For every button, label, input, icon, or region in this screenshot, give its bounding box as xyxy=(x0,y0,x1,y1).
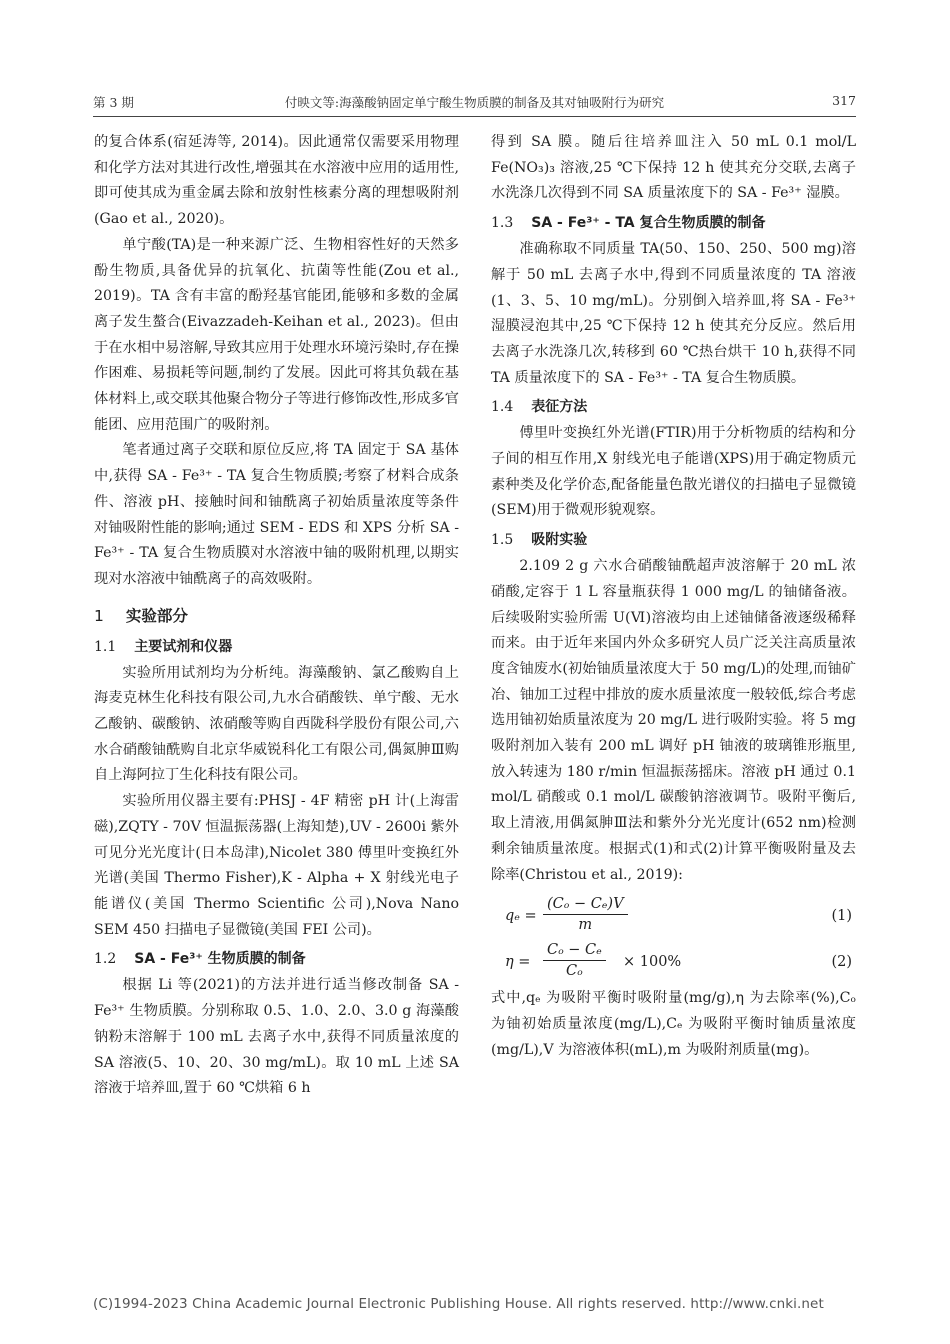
subsection-title: 主要试剂和仪器 xyxy=(134,638,233,655)
subsection-heading xyxy=(491,528,856,552)
subsection-heading xyxy=(491,395,856,419)
equation-number: (1) xyxy=(831,908,852,925)
paragraph: 得到 SA 膜。随后往培养皿注入 50 mL 0.1 mol/L Fe(NO₃)₃ 溶液,25 ℃下保持 12 h 使其充分交联,去离子水洗涤几次得到不同 SA 质量浓度下的 SA - Fe³⁺ 湿膜。 xyxy=(491,134,856,202)
paragraph: 式中,qₑ 为吸附平衡时吸附量(mg/g),η 为去除率(%),Cₒ 为铀初始质量浓度(mg/L),Cₑ 为吸附平衡时铀质量浓度(mg/L),V 为溶液体积(mL),m 为吸附剂质量(mg)。 xyxy=(491,990,856,1058)
subsection-title: SA - Fe³⁺ - TA 复合生物质膜的制备 xyxy=(531,215,766,232)
paragraph: 2.109 2 g 六水合硝酸铀酰超声波溶解于 20 mL 浓硝酸,定容于 1 L 容量瓶获得 1 000 mg/L 的铀储备液。后续吸附实验所需 U(Ⅵ)溶液均由上述铀储备液逐级稀释而来。由于近年来国内外众多研究人员广泛关注高质量浓度含铀废水(初始铀质量浓度大于 50 mg/L)的处理,而铀矿冶、铀加工过程中排放的废水质量浓度一般较低,综合考虑选用铀初始质量浓度为 20 mg/L 进行吸附实验。将 5 mg 吸附剂加入装有 200 mL 调好 pH 铀液的玻璃锥形瓶里,放入转速为 180 r/min 恒温振荡摇床。溶液 pH 通过 0.1 mol/L 硝酸或 0.1 mol/L 碳酸钠溶液调节。吸附平衡后,取上清液,用偶氮胂Ⅲ法和紫外分光光度计(652 nm)检测剩余铀质量浓度。根据式(1)和式(2)计算平衡吸附量及去除率(Christou et al., 2019): xyxy=(491,558,856,883)
subsection-title: 表征方法 xyxy=(531,399,588,416)
equation-lhs: qₑ = xyxy=(505,908,537,925)
subsection-heading xyxy=(94,947,459,971)
paragraph: 实验所用试剂均为分析纯。海藻酸钠、氯乙酸购自上海麦克林生化科技有限公司,九水合硝酸铁、单宁酸、无水乙酸钠、碳酸钠、浓硝酸等购自西陇科学股份有限公司,六水合硝酸铀酰购自北京华威锐科化工有限公司,偶氮胂Ⅲ购自上海阿拉丁生化科技有限公司。 xyxy=(94,664,459,784)
equation-lhs: η = xyxy=(505,954,531,971)
denominator: m xyxy=(578,917,593,934)
section-title: 实验部分 xyxy=(125,606,188,625)
subsection-number: 1.2 xyxy=(94,951,117,968)
numerator: (Cₒ − Cₑ)V xyxy=(543,894,628,915)
paragraph: 准确称取不同质量 TA(50、150、250、500 mg)溶解于 50 mL 去离子水中,得到不同质量浓度的 TA 溶液(1、3、5、10 mg/mL)。分别倒入培养皿,将 SA - Fe³⁺ 湿膜浸泡其中,25 ℃下保持 12 h 使其充分反应。然后用去离子水洗涤几次,转移到 60 ℃热台烘干 10 h,获得不同 TA 质量浓度下的 SA - Fe³⁺ - TA 复合生物质膜。 xyxy=(491,241,856,386)
subsection-number: 1.1 xyxy=(94,638,117,655)
paragraph: 的复合体系(宿延涛等, 2014)。因此通常仅需要采用物理和化学方法对其进行改性,增强其在水溶液中应用的适用性,即可使其成为重金属去除和放射性核素分离的理想吸附剂(Gao et al., 2020)。 xyxy=(94,134,459,228)
equation-fraction xyxy=(543,940,606,981)
issue-label: 第 3 期 xyxy=(93,95,134,110)
paragraph: 实验所用仪器主要有:PHSJ - 4F 精密 pH 计(上海雷磁),ZQTY - 70V 恒温振荡器(上海知楚),UV - 2600i 紫外可见分光光度计(日本岛津),Nicolet 380 傅里叶变换红外光谱(美国 Thermo Fisher),K - Alpha + X 射线光电子能谱仪(美国 Thermo Scientific 公司),Nova Nano SEM 450 扫描电子显微镜(美国 FEI 公司)。 xyxy=(94,793,459,938)
subsection-heading xyxy=(491,211,856,235)
subsection-heading xyxy=(94,635,459,659)
subsection-title: SA - Fe³⁺ 生物质膜的制备 xyxy=(134,951,306,968)
subsection-number: 1.3 xyxy=(491,215,514,232)
running-title: 付映文等:海藻酸钠固定单宁酸生物质膜的制备及其对铀吸附行为研究 xyxy=(284,95,665,110)
copyright-footer: (C)1994-2023 China Academic Journal Electronic Publishing House. All rights reserved. http://www.cnki.net xyxy=(93,1296,824,1312)
section-heading xyxy=(94,603,459,629)
paragraph: 傅里叶变换红外光谱(FTIR)用于分析物质的结构和分子间的相互作用,X 射线光电子能谱(XPS)用于确定物质元素种类及化学价态,配备能量色散光谱仪的扫描电子显微镜(SEM)用于微观形貌观察。 xyxy=(491,425,856,519)
page-header xyxy=(93,93,856,113)
equation-number: (2) xyxy=(831,954,852,971)
right-column xyxy=(491,130,856,1063)
paragraph: 单宁酸(TA)是一种来源广泛、生物相容性好的天然多酚生物质,具备优异的抗氧化、抗菌等性能(Zou et al., 2019)。TA 含有丰富的酚羟基官能团,能够和多数的金属离子发生螯合(Eivazzadeh-Keihan et al., 2023)。但由于在水相中易溶解,导致其应用于处理水环境污染时,存在操作困难、易损耗等问题,制约了发展。因此可将其负载在基体材料上,或交联其他聚合物分子等进行修饰改性,形成多官能团、应用范围广的吸附剂。 xyxy=(94,236,459,433)
page-number: 317 xyxy=(832,93,856,108)
denominator: Cₒ xyxy=(566,963,583,980)
paragraph: 根据 Li 等(2021)的方法并进行适当修改制备 SA - Fe³⁺ 生物质膜。分别称取 0.5、1.0、2.0、3.0 g 海藻酸钠粉末溶解于 100 mL 去离子水中,获得不同质量浓度的 SA 溶液(5、10、20、30 mg/mL)。取 10 mL 上述 SA 溶液于培养皿,置于 60 ℃烘箱 6 h xyxy=(94,977,459,1097)
subsection-number: 1.5 xyxy=(491,532,514,549)
subsection-number: 1.4 xyxy=(491,399,514,416)
equation-2 xyxy=(491,940,856,980)
equation-fraction xyxy=(543,894,628,935)
section-number: 1 xyxy=(94,606,104,625)
equation-1 xyxy=(491,894,856,934)
left-column xyxy=(94,130,459,1102)
equation-tail: × 100% xyxy=(623,954,682,971)
header-rule xyxy=(93,116,856,117)
subsection-title: 吸附实验 xyxy=(531,532,588,549)
numerator: Cₒ − Cₑ xyxy=(543,940,606,961)
paragraph: 笔者通过离子交联和原位反应,将 TA 固定于 SA 基体中,获得 SA - Fe³⁺ - TA 复合生物质膜;考察了材料合成条件、溶液 pH、接触时间和铀酰离子初始质量浓度等条件对铀吸附性能的影响;通过 SEM - EDS 和 XPS 分析 SA - Fe³⁺ - TA 复合生物质膜对水溶液中铀的吸附机理,以期实现对水溶液中铀酰离子的高效吸附。 xyxy=(94,442,459,587)
